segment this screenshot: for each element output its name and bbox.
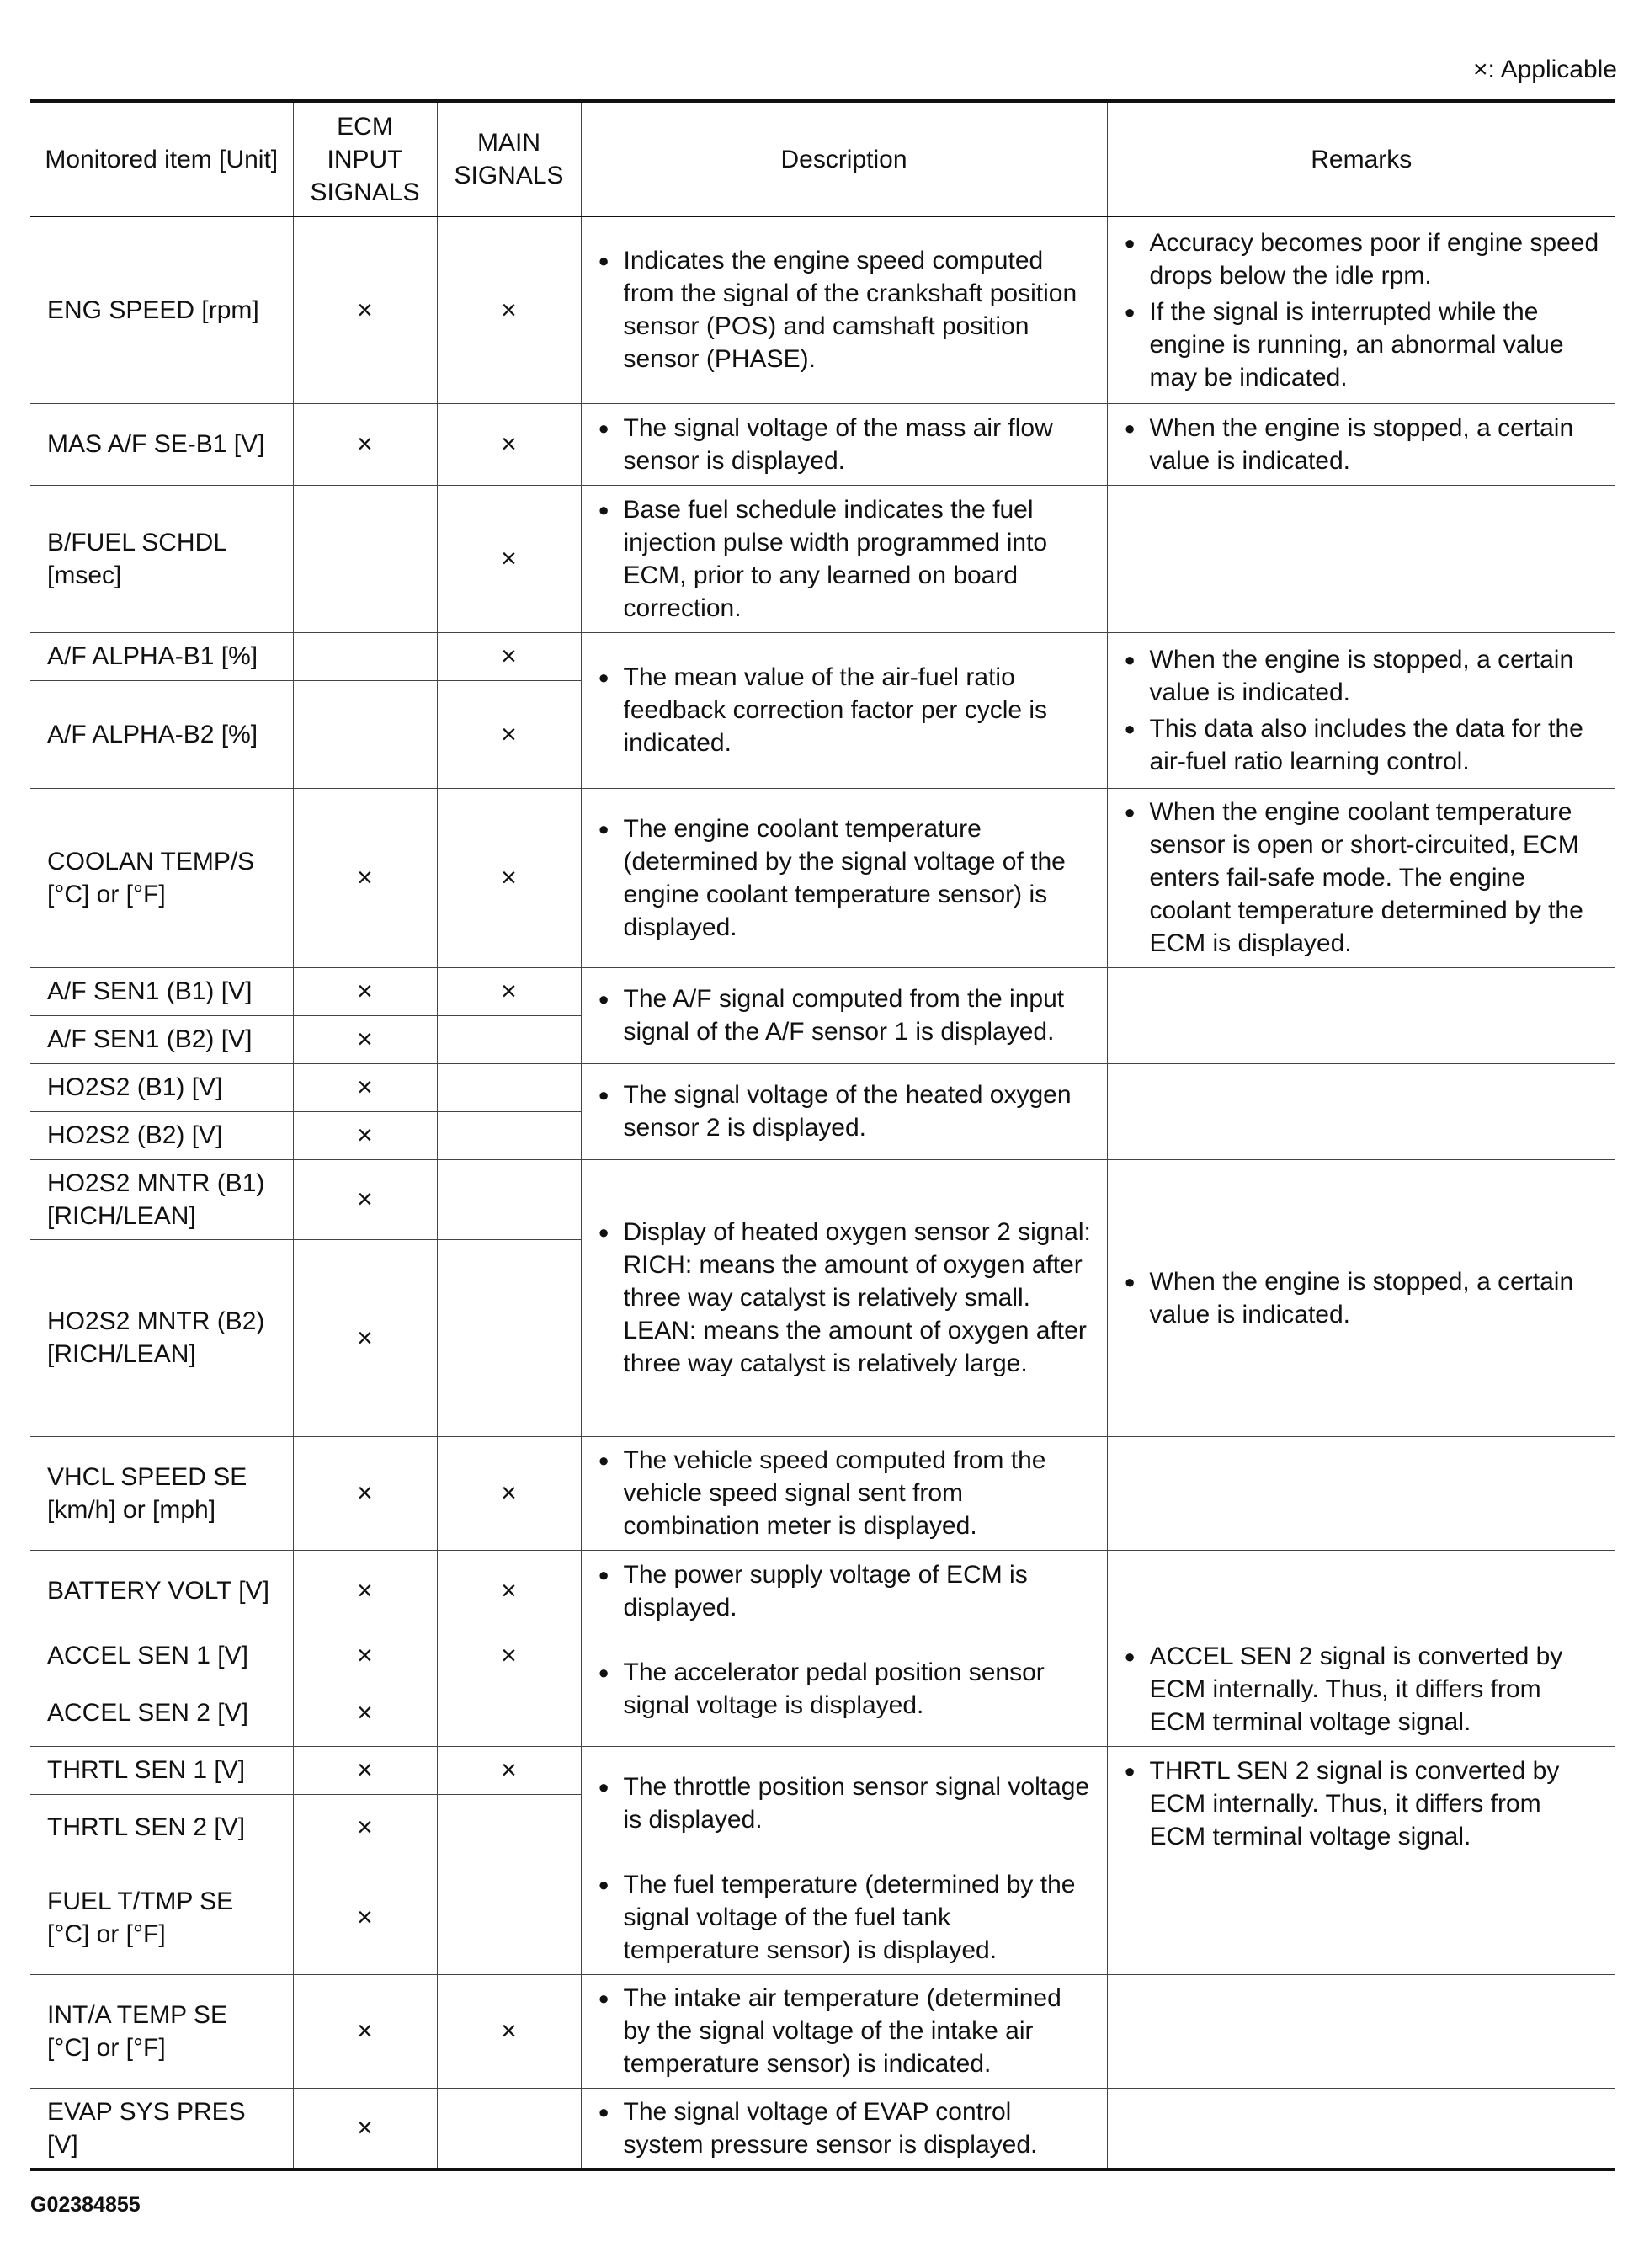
description-cell <box>581 1063 1107 1159</box>
main-mark: × <box>437 1746 581 1794</box>
ecm-mark: × <box>293 1015 437 1063</box>
applicable-legend: ×: Applicable <box>1473 56 1617 83</box>
main-mark: × <box>437 967 581 1015</box>
main-mark: × <box>437 1436 581 1550</box>
main-mark: × <box>437 788 581 967</box>
main-mark <box>437 1111 581 1159</box>
main-mark <box>437 2088 581 2170</box>
sub-text: RICH: means the amount of oxygen after three way catalyst is relatively small. <box>623 1251 1083 1312</box>
bullet-text: ● THRTL SEN 2 signal is converted by ECM internally. Thus, it differs from ECM terminal voltage signal. <box>1125 1754 1603 1853</box>
main-mark <box>437 1063 581 1111</box>
ecm-mark: × <box>293 967 437 1015</box>
main-mark: × <box>437 485 581 632</box>
bullet-text: ● The power supply voltage of ECM is displayed. <box>599 1558 1093 1624</box>
monitored-item: INT/A TEMP SE [°C] or [°F] <box>30 1974 293 2088</box>
monitored-item: COOLAN TEMP/S [°C] or [°F] <box>30 788 293 967</box>
bullet-item <box>599 1216 1093 1380</box>
remarks-cell <box>1107 1746 1615 1861</box>
ecm-mark: × <box>293 788 437 967</box>
table-row <box>30 485 1615 632</box>
description-cell <box>581 2088 1107 2170</box>
bullet-text: ● The engine coolant temperature (determined by the signal voltage of the engine coolant temperature sensor) is displayed. <box>599 812 1093 944</box>
monitored-item: A/F ALPHA-B1 [%] <box>30 632 293 680</box>
ecm-mark: × <box>293 1974 437 2088</box>
bullet-text: ● Base fuel schedule indicates the fuel injection pulse width programmed into ECM, prior to any learned on board correction. <box>599 493 1093 625</box>
table-row <box>30 1159 1615 1239</box>
bullet-text: ● The signal voltage of EVAP control system pressure sensor is displayed. <box>599 2095 1093 2161</box>
header-remarks: Remarks <box>1107 101 1615 216</box>
remarks-cell <box>1107 1974 1615 2088</box>
remarks-cell <box>1107 1550 1615 1632</box>
ecm-mark: × <box>293 216 437 403</box>
bullet-text: ● This data also includes the data for the air-fuel ratio learning control. <box>1125 712 1603 778</box>
description-cell <box>581 967 1107 1063</box>
table-row <box>30 216 1615 403</box>
remarks-cell <box>1107 216 1615 403</box>
ecm-mark: × <box>293 2088 437 2170</box>
monitored-item: MAS A/F SE-B1 [V] <box>30 403 293 485</box>
description-cell <box>581 1974 1107 2088</box>
ecm-mark: × <box>293 403 437 485</box>
bullet-text: ● ACCEL SEN 2 signal is converted by ECM internally. Thus, it differs from ECM terminal voltage signal. <box>1125 1640 1603 1738</box>
bullet-text: ● Indicates the engine speed computed from the signal of the crankshaft position sensor (POS) and camshaft position sensor (PHASE). <box>599 244 1093 375</box>
main-mark: × <box>437 632 581 680</box>
main-mark: × <box>437 1632 581 1680</box>
monitored-item: ACCEL SEN 2 [V] <box>30 1680 293 1746</box>
main-mark <box>437 1239 581 1436</box>
bullet-text: ● When the engine is stopped, a certain value is indicated. <box>1125 643 1603 709</box>
table-row <box>30 2088 1615 2170</box>
remarks-cell <box>1107 1861 1615 1974</box>
remarks-cell <box>1107 1159 1615 1436</box>
description-cell <box>581 485 1107 632</box>
monitored-item: A/F ALPHA-B2 [%] <box>30 680 293 788</box>
table-row <box>30 967 1615 1015</box>
description-cell <box>581 632 1107 788</box>
main-mark: × <box>437 403 581 485</box>
remarks-cell <box>1107 1436 1615 1550</box>
main-mark <box>437 1159 581 1239</box>
ecm-mark: × <box>293 1111 437 1159</box>
sub-text: LEAN: means the amount of oxygen after three way catalyst is relatively large. <box>623 1317 1087 1377</box>
table-row <box>30 403 1615 485</box>
table-row <box>30 1974 1615 2088</box>
bullet-text: ● If the signal is interrupted while the engine is running, an abnormal value may be indicated. <box>1125 295 1603 394</box>
ecm-mark: × <box>293 1436 437 1550</box>
main-mark <box>437 1794 581 1861</box>
table-row <box>30 1550 1615 1632</box>
remarks-cell <box>1107 485 1615 632</box>
remarks-cell <box>1107 967 1615 1063</box>
monitored-item: A/F SEN1 (B2) [V] <box>30 1015 293 1063</box>
remarks-cell <box>1107 1063 1615 1159</box>
main-mark: × <box>437 1550 581 1632</box>
bullet-text: ● The signal voltage of the mass air flow sensor is displayed. <box>599 412 1093 477</box>
bullet-text: ● When the engine is stopped, a certain value is indicated. <box>1125 412 1603 477</box>
ecm-mark: × <box>293 1632 437 1680</box>
main-mark: × <box>437 216 581 403</box>
table-row <box>30 1063 1615 1111</box>
bullet-text: ● The fuel temperature (determined by the signal voltage of the fuel tank temperature sensor) is displayed. <box>599 1868 1093 1967</box>
remarks-cell <box>1107 403 1615 485</box>
main-mark <box>437 1015 581 1063</box>
table-row <box>30 1436 1615 1550</box>
bullet-text: ● Accuracy becomes poor if engine speed drops below the idle rpm. <box>1125 226 1603 292</box>
monitored-item: EVAP SYS PRES [V] <box>30 2088 293 2170</box>
description-cell <box>581 403 1107 485</box>
monitored-item: THRTL SEN 2 [V] <box>30 1794 293 1861</box>
header-ecm-input-signals: ECM INPUT SIGNALS <box>293 101 437 216</box>
monitored-item: FUEL T/TMP SE [°C] or [°F] <box>30 1861 293 1974</box>
header-main-signals: MAIN SIGNALS <box>437 101 581 216</box>
monitored-item: B/FUEL SCHDL [msec] <box>30 485 293 632</box>
ecm-mark: × <box>293 1550 437 1632</box>
ecm-mark: × <box>293 1861 437 1974</box>
ecm-mark: × <box>293 1746 437 1794</box>
bullet-text: ● The accelerator pedal position sensor signal voltage is displayed. <box>599 1656 1093 1722</box>
monitored-item: HO2S2 MNTR (B1) [RICH/LEAN] <box>30 1159 293 1239</box>
monitored-item: VHCL SPEED SE [km/h] or [mph] <box>30 1436 293 1550</box>
monitored-item: ACCEL SEN 1 [V] <box>30 1632 293 1680</box>
figure-code: G02384855 <box>30 2193 141 2217</box>
remarks-cell <box>1107 788 1615 967</box>
description-cell <box>581 788 1107 967</box>
main-mark: × <box>437 1974 581 2088</box>
monitored-item: HO2S2 (B2) [V] <box>30 1111 293 1159</box>
monitored-item: HO2S2 (B1) [V] <box>30 1063 293 1111</box>
ecm-mark: × <box>293 1239 437 1436</box>
main-mark <box>437 1680 581 1746</box>
monitored-item: BATTERY VOLT [V] <box>30 1550 293 1632</box>
description-cell <box>581 1632 1107 1746</box>
description-cell <box>581 1550 1107 1632</box>
ecm-mark: × <box>293 1680 437 1746</box>
header-monitored-item: Monitored item [Unit] <box>30 101 293 216</box>
monitored-item: HO2S2 MNTR (B2) [RICH/LEAN] <box>30 1239 293 1436</box>
ecm-mark <box>293 485 437 632</box>
main-mark: × <box>437 680 581 788</box>
header-row <box>30 101 1615 216</box>
description-cell <box>581 216 1107 403</box>
monitored-item: THRTL SEN 1 [V] <box>30 1746 293 1794</box>
description-cell <box>581 1861 1107 1974</box>
monitored-item: A/F SEN1 (B1) [V] <box>30 967 293 1015</box>
bullet-text: ● The intake air temperature (determined by the signal voltage of the intake air temperature sensor) is indicated. <box>599 1982 1093 2080</box>
monitored-item: ENG SPEED [rpm] <box>30 216 293 403</box>
bullet-text: ● The vehicle speed computed from the vehicle speed signal sent from combination meter is displayed. <box>599 1444 1093 1542</box>
data-monitor-table <box>30 99 1615 2171</box>
bullet-text: ● The signal voltage of the heated oxygen sensor 2 is displayed. <box>599 1078 1093 1144</box>
ecm-mark: × <box>293 1063 437 1111</box>
bullet-text: ● The throttle position sensor signal voltage is displayed. <box>599 1770 1093 1836</box>
ecm-mark <box>293 632 437 680</box>
bullet-text: ● The A/F signal computed from the input signal of the A/F sensor 1 is displayed. <box>599 982 1093 1048</box>
ecm-mark: × <box>293 1159 437 1239</box>
bullet-text: ● When the engine coolant temperature sensor is open or short-circuited, ECM enters fail-safe mode. The engine coolant temperature determined by the ECM is displayed. <box>1125 796 1603 960</box>
bullet-text: ● The mean value of the air-fuel ratio feedback correction factor per cycle is indicated. <box>599 661 1093 759</box>
remarks-cell <box>1107 632 1615 788</box>
ecm-mark: × <box>293 1794 437 1861</box>
description-cell <box>581 1436 1107 1550</box>
bullet-text: Display of heated oxygen sensor 2 signal: <box>623 1218 1091 1246</box>
table-row <box>30 788 1615 967</box>
table-row <box>30 632 1615 680</box>
ecm-mark <box>293 680 437 788</box>
bullet-text: ● When the engine is stopped, a certain value is indicated. <box>1125 1265 1603 1331</box>
remarks-cell <box>1107 2088 1615 2170</box>
table-row <box>30 1746 1615 1794</box>
table-row <box>30 1632 1615 1680</box>
table-row <box>30 1861 1615 1974</box>
remarks-cell <box>1107 1632 1615 1746</box>
header-description: Description <box>581 101 1107 216</box>
description-cell <box>581 1159 1107 1436</box>
description-cell <box>581 1746 1107 1861</box>
main-mark <box>437 1861 581 1974</box>
